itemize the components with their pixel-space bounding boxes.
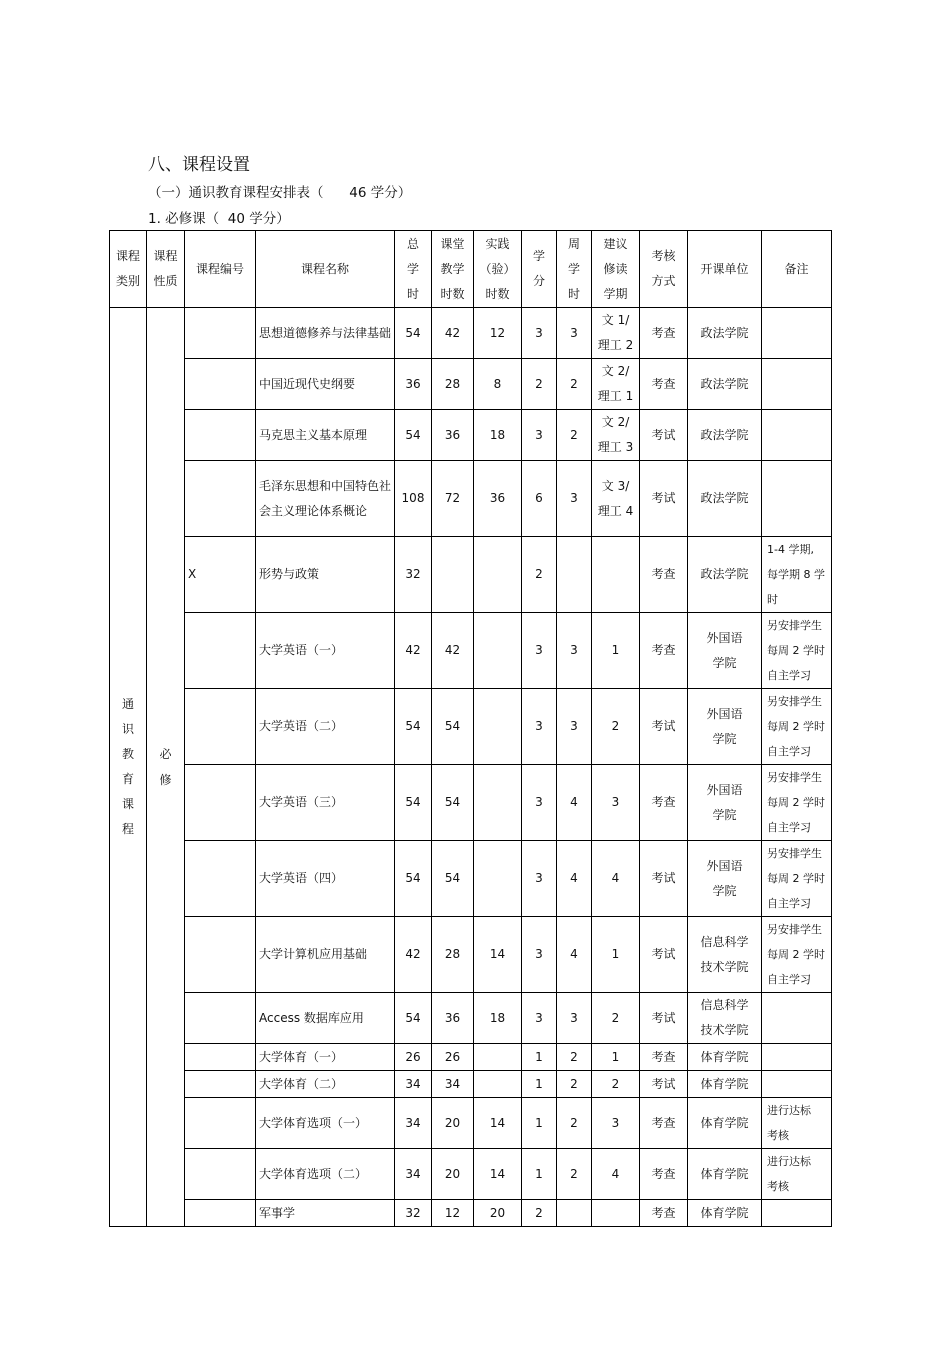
semester-cell: 文 2/ 理工 1 bbox=[592, 359, 640, 410]
exam-method-cell: 考查 bbox=[640, 359, 688, 410]
practice-hours-cell bbox=[474, 537, 522, 613]
header-exam: 考核 方式 bbox=[640, 231, 688, 308]
exam-method-cell: 考试 bbox=[640, 841, 688, 917]
note-cell bbox=[762, 993, 832, 1044]
department-cell: 外国语 学院 bbox=[688, 613, 762, 689]
semester-cell: 4 bbox=[592, 841, 640, 917]
practice-hours-cell bbox=[474, 765, 522, 841]
practice-hours-cell: 18 bbox=[474, 410, 522, 461]
total-hours-cell: 54 bbox=[395, 308, 432, 359]
total-hours-cell: 32 bbox=[395, 1200, 432, 1227]
note-cell: 另安排学生 每周 2 学时 自主学习 bbox=[762, 917, 832, 993]
credit-cell: 2 bbox=[522, 537, 557, 613]
total-hours-cell: 42 bbox=[395, 613, 432, 689]
credit-cell: 2 bbox=[522, 359, 557, 410]
semester-cell: 2 bbox=[592, 993, 640, 1044]
note-cell bbox=[762, 410, 832, 461]
total-hours-cell: 42 bbox=[395, 917, 432, 993]
credit-cell: 3 bbox=[522, 841, 557, 917]
practice-hours-cell bbox=[474, 1071, 522, 1098]
table-row bbox=[110, 765, 832, 841]
course-code-cell bbox=[185, 359, 256, 410]
course-code-cell bbox=[185, 1044, 256, 1071]
course-name-cell: 军事学 bbox=[256, 1200, 395, 1227]
credit-cell: 3 bbox=[522, 765, 557, 841]
department-cell: 政法学院 bbox=[688, 537, 762, 613]
note-cell: 进行达标 考核 bbox=[762, 1149, 832, 1200]
department-cell: 体育学院 bbox=[688, 1149, 762, 1200]
note-cell bbox=[762, 359, 832, 410]
semester-cell: 1 bbox=[592, 1044, 640, 1071]
practice-hours-cell: 8 bbox=[474, 359, 522, 410]
class-hours-cell: 54 bbox=[432, 689, 474, 765]
exam-method-cell: 考查 bbox=[640, 1149, 688, 1200]
class-hours-cell: 54 bbox=[432, 765, 474, 841]
course-nature-cell: 必 修 bbox=[147, 308, 185, 1227]
credit-cell: 1 bbox=[522, 1071, 557, 1098]
header-practice-hours: 实践 （验） 时数 bbox=[474, 231, 522, 308]
practice-hours-cell: 20 bbox=[474, 1200, 522, 1227]
course-name-cell: 中国近现代史纲要 bbox=[256, 359, 395, 410]
total-hours-cell: 34 bbox=[395, 1149, 432, 1200]
total-hours-cell: 108 bbox=[395, 461, 432, 537]
credit-cell: 3 bbox=[522, 308, 557, 359]
total-hours-cell: 34 bbox=[395, 1071, 432, 1098]
class-hours-cell: 26 bbox=[432, 1044, 474, 1071]
table-row bbox=[110, 410, 832, 461]
header-notes: 备注 bbox=[762, 231, 832, 308]
table-row bbox=[110, 1200, 832, 1227]
note-cell bbox=[762, 1071, 832, 1098]
note-cell: 另安排学生 每周 2 学时 自主学习 bbox=[762, 841, 832, 917]
course-name-cell: 大学计算机应用基础 bbox=[256, 917, 395, 993]
table-row bbox=[110, 359, 832, 410]
department-cell: 体育学院 bbox=[688, 1098, 762, 1149]
table-row bbox=[110, 1149, 832, 1200]
semester-cell: 3 bbox=[592, 765, 640, 841]
weekly-hours-cell: 3 bbox=[557, 461, 592, 537]
exam-method-cell: 考查 bbox=[640, 308, 688, 359]
table-row bbox=[110, 841, 832, 917]
course-code-cell bbox=[185, 917, 256, 993]
note-cell bbox=[762, 1200, 832, 1227]
class-hours-cell: 34 bbox=[432, 1071, 474, 1098]
course-name-cell: 大学体育（一） bbox=[256, 1044, 395, 1071]
course-name-cell: 大学英语（三） bbox=[256, 765, 395, 841]
practice-hours-cell bbox=[474, 689, 522, 765]
total-hours-cell: 26 bbox=[395, 1044, 432, 1071]
weekly-hours-cell: 2 bbox=[557, 1044, 592, 1071]
credit-cell: 3 bbox=[522, 917, 557, 993]
department-cell: 信息科学 技术学院 bbox=[688, 993, 762, 1044]
class-hours-cell: 36 bbox=[432, 993, 474, 1044]
course-name-cell: 大学英语（一） bbox=[256, 613, 395, 689]
course-code-cell bbox=[185, 1200, 256, 1227]
class-hours-cell: 20 bbox=[432, 1149, 474, 1200]
credit-cell: 3 bbox=[522, 410, 557, 461]
exam-method-cell: 考查 bbox=[640, 1044, 688, 1071]
total-hours-cell: 54 bbox=[395, 765, 432, 841]
note-cell: 1-4 学期, 每学期 8 学 时 bbox=[762, 537, 832, 613]
total-hours-cell: 32 bbox=[395, 537, 432, 613]
course-name-cell: 马克思主义基本原理 bbox=[256, 410, 395, 461]
course-schedule-table bbox=[109, 230, 832, 1227]
course-name-cell: 大学体育选项（一） bbox=[256, 1098, 395, 1149]
credit-cell: 1 bbox=[522, 1044, 557, 1071]
table-row bbox=[110, 461, 832, 537]
class-hours-cell: 20 bbox=[432, 1098, 474, 1149]
semester-cell bbox=[592, 1200, 640, 1227]
total-hours-cell: 54 bbox=[395, 410, 432, 461]
header-nature: 课程 性质 bbox=[147, 231, 185, 308]
practice-hours-cell: 14 bbox=[474, 917, 522, 993]
course-code-cell bbox=[185, 613, 256, 689]
exam-method-cell: 考查 bbox=[640, 537, 688, 613]
header-credits: 学 分 bbox=[522, 231, 557, 308]
credit-cell: 1 bbox=[522, 1098, 557, 1149]
exam-method-cell: 考试 bbox=[640, 461, 688, 537]
course-code-cell bbox=[185, 410, 256, 461]
course-code-cell bbox=[185, 765, 256, 841]
exam-method-cell: 考查 bbox=[640, 613, 688, 689]
table-row bbox=[110, 1044, 832, 1071]
department-cell: 外国语 学院 bbox=[688, 689, 762, 765]
note-cell bbox=[762, 308, 832, 359]
table-row bbox=[110, 917, 832, 993]
semester-cell: 3 bbox=[592, 1098, 640, 1149]
course-name-cell: 大学体育选项（二） bbox=[256, 1149, 395, 1200]
semester-cell: 4 bbox=[592, 1149, 640, 1200]
header-category: 课程 类别 bbox=[110, 231, 147, 308]
exam-method-cell: 考查 bbox=[640, 1098, 688, 1149]
department-cell: 政法学院 bbox=[688, 359, 762, 410]
course-category-cell: 通 识 教 育 课 程 bbox=[110, 308, 147, 1227]
department-cell: 政法学院 bbox=[688, 461, 762, 537]
department-cell: 外国语 学院 bbox=[688, 841, 762, 917]
semester-cell: 文 1/ 理工 2 bbox=[592, 308, 640, 359]
course-name-cell: 大学体育（二） bbox=[256, 1071, 395, 1098]
course-code-cell bbox=[185, 689, 256, 765]
course-code-cell bbox=[185, 1149, 256, 1200]
course-name-cell: 大学英语（四） bbox=[256, 841, 395, 917]
weekly-hours-cell: 2 bbox=[557, 1071, 592, 1098]
weekly-hours-cell: 2 bbox=[557, 1149, 592, 1200]
weekly-hours-cell bbox=[557, 537, 592, 613]
practice-hours-cell: 14 bbox=[474, 1098, 522, 1149]
practice-hours-cell bbox=[474, 1044, 522, 1071]
weekly-hours-cell bbox=[557, 1200, 592, 1227]
weekly-hours-cell: 4 bbox=[557, 765, 592, 841]
course-name-cell: 大学英语（二） bbox=[256, 689, 395, 765]
note-cell bbox=[762, 1044, 832, 1071]
credit-cell: 3 bbox=[522, 993, 557, 1044]
department-cell: 信息科学 技术学院 bbox=[688, 917, 762, 993]
course-code-cell bbox=[185, 308, 256, 359]
table-row bbox=[110, 537, 832, 613]
total-hours-cell: 54 bbox=[395, 841, 432, 917]
weekly-hours-cell: 4 bbox=[557, 841, 592, 917]
course-code-cell: X bbox=[185, 537, 256, 613]
header-code: 课程编号 bbox=[185, 231, 256, 308]
note-cell: 另安排学生 每周 2 学时 自主学习 bbox=[762, 765, 832, 841]
class-hours-cell: 54 bbox=[432, 841, 474, 917]
course-name-cell: Access 数据库应用 bbox=[256, 993, 395, 1044]
semester-cell: 2 bbox=[592, 1071, 640, 1098]
semester-cell: 1 bbox=[592, 917, 640, 993]
credit-cell: 1 bbox=[522, 1149, 557, 1200]
class-hours-cell: 12 bbox=[432, 1200, 474, 1227]
required-courses-heading: 1. 必修课（ 40 学分） bbox=[148, 211, 290, 227]
weekly-hours-cell: 2 bbox=[557, 410, 592, 461]
table-row bbox=[110, 993, 832, 1044]
semester-cell: 文 3/ 理工 4 bbox=[592, 461, 640, 537]
exam-method-cell: 考试 bbox=[640, 993, 688, 1044]
semester-cell: 2 bbox=[592, 689, 640, 765]
weekly-hours-cell: 3 bbox=[557, 689, 592, 765]
weekly-hours-cell: 2 bbox=[557, 1098, 592, 1149]
department-cell: 体育学院 bbox=[688, 1044, 762, 1071]
practice-hours-cell: 14 bbox=[474, 1149, 522, 1200]
course-code-cell bbox=[185, 993, 256, 1044]
table-row bbox=[110, 308, 832, 359]
practice-hours-cell: 12 bbox=[474, 308, 522, 359]
header-total-hours: 总 学 时 bbox=[395, 231, 432, 308]
total-hours-cell: 54 bbox=[395, 689, 432, 765]
practice-hours-cell bbox=[474, 841, 522, 917]
table-subheading: （一）通识教育课程安排表（ 46 学分） bbox=[148, 185, 412, 201]
course-code-cell bbox=[185, 841, 256, 917]
course-code-cell bbox=[185, 1071, 256, 1098]
note-cell: 另安排学生 每周 2 学时 自主学习 bbox=[762, 613, 832, 689]
header-row bbox=[110, 231, 832, 308]
header-semester: 建议 修读 学期 bbox=[592, 231, 640, 308]
exam-method-cell: 考试 bbox=[640, 689, 688, 765]
department-cell: 政法学院 bbox=[688, 308, 762, 359]
practice-hours-cell: 36 bbox=[474, 461, 522, 537]
total-hours-cell: 54 bbox=[395, 993, 432, 1044]
department-cell: 政法学院 bbox=[688, 410, 762, 461]
credit-cell: 6 bbox=[522, 461, 557, 537]
exam-method-cell: 考试 bbox=[640, 410, 688, 461]
header-department: 开课单位 bbox=[688, 231, 762, 308]
class-hours-cell: 72 bbox=[432, 461, 474, 537]
credit-cell: 3 bbox=[522, 613, 557, 689]
course-name-cell: 毛泽东思想和中国特色社会主义理论体系概论 bbox=[256, 461, 395, 537]
class-hours-cell: 42 bbox=[432, 613, 474, 689]
section-heading: 八、课程设置 bbox=[148, 155, 250, 175]
exam-method-cell: 考试 bbox=[640, 917, 688, 993]
header-class-hours: 课堂 教学 时数 bbox=[432, 231, 474, 308]
class-hours-cell: 42 bbox=[432, 308, 474, 359]
semester-cell: 文 2/ 理工 3 bbox=[592, 410, 640, 461]
course-name-cell: 形势与政策 bbox=[256, 537, 395, 613]
total-hours-cell: 34 bbox=[395, 1098, 432, 1149]
weekly-hours-cell: 4 bbox=[557, 917, 592, 993]
course-code-cell bbox=[185, 1098, 256, 1149]
table-row bbox=[110, 1071, 832, 1098]
table-row bbox=[110, 1098, 832, 1149]
semester-cell bbox=[592, 537, 640, 613]
department-cell: 体育学院 bbox=[688, 1071, 762, 1098]
note-cell: 进行达标 考核 bbox=[762, 1098, 832, 1149]
course-code-cell bbox=[185, 461, 256, 537]
credit-cell: 3 bbox=[522, 689, 557, 765]
note-cell bbox=[762, 461, 832, 537]
exam-method-cell: 考试 bbox=[640, 1071, 688, 1098]
credit-cell: 2 bbox=[522, 1200, 557, 1227]
department-cell: 外国语 学院 bbox=[688, 765, 762, 841]
practice-hours-cell: 18 bbox=[474, 993, 522, 1044]
semester-cell: 1 bbox=[592, 613, 640, 689]
exam-method-cell: 考查 bbox=[640, 765, 688, 841]
total-hours-cell: 36 bbox=[395, 359, 432, 410]
weekly-hours-cell: 3 bbox=[557, 308, 592, 359]
weekly-hours-cell: 3 bbox=[557, 613, 592, 689]
course-name-cell: 思想道德修养与法律基础 bbox=[256, 308, 395, 359]
class-hours-cell: 36 bbox=[432, 410, 474, 461]
note-cell: 另安排学生 每周 2 学时 自主学习 bbox=[762, 689, 832, 765]
practice-hours-cell bbox=[474, 613, 522, 689]
class-hours-cell: 28 bbox=[432, 917, 474, 993]
class-hours-cell: 28 bbox=[432, 359, 474, 410]
header-weekly-hours: 周 学 时 bbox=[557, 231, 592, 308]
weekly-hours-cell: 3 bbox=[557, 993, 592, 1044]
exam-method-cell: 考查 bbox=[640, 1200, 688, 1227]
class-hours-cell bbox=[432, 537, 474, 613]
header-name: 课程名称 bbox=[256, 231, 395, 308]
department-cell: 体育学院 bbox=[688, 1200, 762, 1227]
table-row bbox=[110, 613, 832, 689]
weekly-hours-cell: 2 bbox=[557, 359, 592, 410]
table-row bbox=[110, 689, 832, 765]
